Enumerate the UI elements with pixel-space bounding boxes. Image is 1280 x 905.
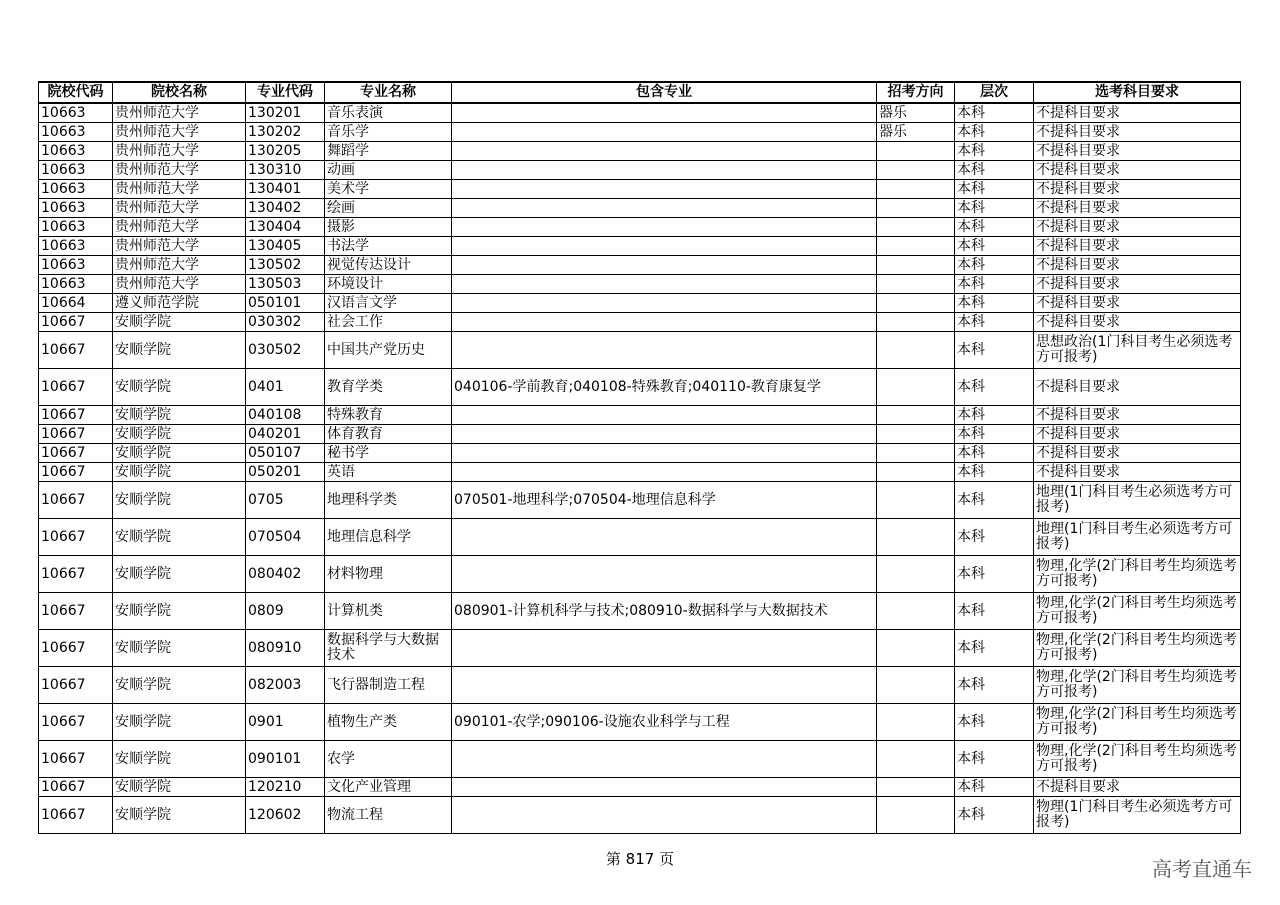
cell-included-majors xyxy=(452,275,877,294)
table-row xyxy=(39,630,1241,667)
cell-included-majors xyxy=(452,142,877,161)
cell-school-name: 贵州师范大学 xyxy=(113,237,246,256)
table-row xyxy=(39,161,1241,180)
cell-school-name: 安顺学院 xyxy=(113,444,246,463)
cell-subject-requirement: 物理,化学(2门科目考生均须选考方可报考) xyxy=(1034,630,1241,667)
cell-school-name: 安顺学院 xyxy=(113,313,246,332)
cell-school-code: 10664 xyxy=(39,294,113,313)
cell-school-name: 安顺学院 xyxy=(113,463,246,482)
cell-subject-requirement: 不提科目要求 xyxy=(1034,142,1241,161)
header-school-code: 院校代码 xyxy=(39,82,113,103)
table-row xyxy=(39,256,1241,275)
cell-level: 本科 xyxy=(955,256,1034,275)
cell-level: 本科 xyxy=(955,630,1034,667)
cell-subject-requirement: 不提科目要求 xyxy=(1034,180,1241,199)
cell-level: 本科 xyxy=(955,369,1034,406)
cell-included-majors: 070501-地理科学;070504-地理信息科学 xyxy=(452,482,877,519)
cell-school-name: 安顺学院 xyxy=(113,556,246,593)
cell-direction xyxy=(877,294,955,313)
cell-direction: 器乐 xyxy=(877,103,955,123)
cell-school-name: 贵州师范大学 xyxy=(113,199,246,218)
cell-major-code: 130402 xyxy=(246,199,325,218)
cell-subject-requirement: 地理(1门科目考生必须选考方可报考) xyxy=(1034,482,1241,519)
cell-major-name: 飞行器制造工程 xyxy=(325,667,452,704)
cell-school-name: 安顺学院 xyxy=(113,630,246,667)
cell-school-code: 10667 xyxy=(39,778,113,797)
cell-school-code: 10667 xyxy=(39,593,113,630)
cell-school-name: 安顺学院 xyxy=(113,482,246,519)
cell-major-code: 130201 xyxy=(246,103,325,123)
cell-level: 本科 xyxy=(955,103,1034,123)
cell-subject-requirement: 不提科目要求 xyxy=(1034,237,1241,256)
cell-subject-requirement: 不提科目要求 xyxy=(1034,294,1241,313)
header-major-code: 专业代码 xyxy=(246,82,325,103)
admission-table xyxy=(38,81,1241,834)
cell-direction xyxy=(877,142,955,161)
cell-major-name: 视觉传达设计 xyxy=(325,256,452,275)
cell-included-majors xyxy=(452,778,877,797)
cell-included-majors xyxy=(452,218,877,237)
cell-level: 本科 xyxy=(955,237,1034,256)
cell-subject-requirement: 不提科目要求 xyxy=(1034,313,1241,332)
cell-major-name: 绘画 xyxy=(325,199,452,218)
cell-major-code: 130404 xyxy=(246,218,325,237)
cell-major-code: 0809 xyxy=(246,593,325,630)
cell-level: 本科 xyxy=(955,313,1034,332)
cell-school-name: 安顺学院 xyxy=(113,667,246,704)
table-row xyxy=(39,332,1241,369)
cell-major-name: 环境设计 xyxy=(325,275,452,294)
cell-major-code: 130310 xyxy=(246,161,325,180)
cell-major-code: 070504 xyxy=(246,519,325,556)
cell-subject-requirement: 物理(1门科目考生必须选考方可报考) xyxy=(1034,797,1241,834)
cell-direction xyxy=(877,444,955,463)
cell-subject-requirement: 不提科目要求 xyxy=(1034,103,1241,123)
cell-subject-requirement: 思想政治(1门科目考生必须选考方可报考) xyxy=(1034,332,1241,369)
cell-major-name: 教育学类 xyxy=(325,369,452,406)
cell-included-majors: 040106-学前教育;040108-特殊教育;040110-教育康复学 xyxy=(452,369,877,406)
cell-included-majors xyxy=(452,123,877,142)
cell-direction xyxy=(877,406,955,425)
cell-subject-requirement: 不提科目要求 xyxy=(1034,778,1241,797)
cell-major-name: 音乐表演 xyxy=(325,103,452,123)
header-major-name: 专业名称 xyxy=(325,82,452,103)
cell-level: 本科 xyxy=(955,218,1034,237)
cell-major-code: 0901 xyxy=(246,704,325,741)
cell-direction xyxy=(877,199,955,218)
cell-level: 本科 xyxy=(955,797,1034,834)
table-row xyxy=(39,444,1241,463)
table-body xyxy=(39,103,1241,834)
cell-direction xyxy=(877,256,955,275)
cell-direction xyxy=(877,313,955,332)
cell-school-name: 安顺学院 xyxy=(113,797,246,834)
table-row xyxy=(39,103,1241,123)
page-number: 第 817 页 xyxy=(605,850,675,868)
cell-major-name: 特殊教育 xyxy=(325,406,452,425)
cell-school-code: 10663 xyxy=(39,180,113,199)
cell-major-code: 130401 xyxy=(246,180,325,199)
cell-major-name: 材料物理 xyxy=(325,556,452,593)
cell-level: 本科 xyxy=(955,704,1034,741)
cell-school-name: 贵州师范大学 xyxy=(113,103,246,123)
cell-major-code: 050101 xyxy=(246,294,325,313)
cell-included-majors xyxy=(452,103,877,123)
cell-major-code: 0705 xyxy=(246,482,325,519)
cell-subject-requirement: 不提科目要求 xyxy=(1034,256,1241,275)
table-row xyxy=(39,482,1241,519)
cell-school-name: 贵州师范大学 xyxy=(113,275,246,294)
cell-subject-requirement: 不提科目要求 xyxy=(1034,444,1241,463)
cell-direction xyxy=(877,180,955,199)
cell-level: 本科 xyxy=(955,180,1034,199)
table-row xyxy=(39,704,1241,741)
cell-level: 本科 xyxy=(955,275,1034,294)
cell-included-majors xyxy=(452,256,877,275)
header-direction: 招考方向 xyxy=(877,82,955,103)
table-row xyxy=(39,593,1241,630)
cell-direction xyxy=(877,519,955,556)
header-school-name: 院校名称 xyxy=(113,82,246,103)
cell-direction xyxy=(877,778,955,797)
cell-level: 本科 xyxy=(955,332,1034,369)
cell-school-code: 10663 xyxy=(39,103,113,123)
cell-school-code: 10667 xyxy=(39,406,113,425)
cell-level: 本科 xyxy=(955,199,1034,218)
table-row xyxy=(39,313,1241,332)
cell-major-code: 082003 xyxy=(246,667,325,704)
cell-included-majors: 090101-农学;090106-设施农业科学与工程 xyxy=(452,704,877,741)
cell-subject-requirement: 地理(1门科目考生必须选考方可报考) xyxy=(1034,519,1241,556)
cell-subject-requirement: 不提科目要求 xyxy=(1034,218,1241,237)
cell-major-code: 120602 xyxy=(246,797,325,834)
cell-major-name: 体育教育 xyxy=(325,425,452,444)
cell-direction xyxy=(877,797,955,834)
cell-school-code: 10667 xyxy=(39,425,113,444)
cell-direction xyxy=(877,275,955,294)
cell-level: 本科 xyxy=(955,593,1034,630)
cell-school-code: 10663 xyxy=(39,275,113,294)
cell-direction: 器乐 xyxy=(877,123,955,142)
cell-direction xyxy=(877,425,955,444)
cell-included-majors xyxy=(452,463,877,482)
cell-included-majors xyxy=(452,630,877,667)
cell-school-code: 10667 xyxy=(39,741,113,778)
cell-school-code: 10667 xyxy=(39,556,113,593)
cell-subject-requirement: 物理,化学(2门科目考生均须选考方可报考) xyxy=(1034,593,1241,630)
cell-major-name: 计算机类 xyxy=(325,593,452,630)
cell-subject-requirement: 物理,化学(2门科目考生均须选考方可报考) xyxy=(1034,556,1241,593)
table-row xyxy=(39,519,1241,556)
cell-subject-requirement: 物理,化学(2门科目考生均须选考方可报考) xyxy=(1034,667,1241,704)
header-level: 层次 xyxy=(955,82,1034,103)
table-row xyxy=(39,199,1241,218)
cell-major-code: 130503 xyxy=(246,275,325,294)
cell-level: 本科 xyxy=(955,667,1034,704)
table-row xyxy=(39,218,1241,237)
cell-school-code: 10667 xyxy=(39,482,113,519)
cell-level: 本科 xyxy=(955,463,1034,482)
cell-school-code: 10667 xyxy=(39,463,113,482)
cell-subject-requirement: 物理,化学(2门科目考生均须选考方可报考) xyxy=(1034,704,1241,741)
cell-included-majors xyxy=(452,667,877,704)
cell-major-code: 130205 xyxy=(246,142,325,161)
cell-school-code: 10667 xyxy=(39,667,113,704)
cell-major-code: 130502 xyxy=(246,256,325,275)
table-row xyxy=(39,406,1241,425)
cell-school-code: 10667 xyxy=(39,630,113,667)
table-row xyxy=(39,142,1241,161)
cell-major-name: 动画 xyxy=(325,161,452,180)
cell-subject-requirement: 不提科目要求 xyxy=(1034,161,1241,180)
cell-major-name: 农学 xyxy=(325,741,452,778)
cell-school-name: 遵义师范学院 xyxy=(113,294,246,313)
cell-direction xyxy=(877,332,955,369)
cell-school-code: 10667 xyxy=(39,369,113,406)
cell-level: 本科 xyxy=(955,741,1034,778)
cell-school-code: 10663 xyxy=(39,237,113,256)
cell-major-code: 090101 xyxy=(246,741,325,778)
cell-school-code: 10663 xyxy=(39,161,113,180)
cell-school-name: 安顺学院 xyxy=(113,741,246,778)
table-row xyxy=(39,778,1241,797)
cell-direction xyxy=(877,704,955,741)
cell-included-majors: 080901-计算机科学与技术;080910-数据科学与大数据技术 xyxy=(452,593,877,630)
cell-subject-requirement: 不提科目要求 xyxy=(1034,425,1241,444)
cell-major-code: 050107 xyxy=(246,444,325,463)
cell-included-majors xyxy=(452,425,877,444)
table-row xyxy=(39,180,1241,199)
cell-school-name: 安顺学院 xyxy=(113,406,246,425)
table-row xyxy=(39,667,1241,704)
cell-school-name: 贵州师范大学 xyxy=(113,161,246,180)
table-row xyxy=(39,275,1241,294)
cell-included-majors xyxy=(452,313,877,332)
cell-major-name: 植物生产类 xyxy=(325,704,452,741)
cell-school-name: 安顺学院 xyxy=(113,519,246,556)
cell-level: 本科 xyxy=(955,482,1034,519)
cell-school-code: 10667 xyxy=(39,444,113,463)
cell-major-code: 130202 xyxy=(246,123,325,142)
cell-major-name: 汉语言文学 xyxy=(325,294,452,313)
cell-school-name: 贵州师范大学 xyxy=(113,218,246,237)
cell-major-name: 音乐学 xyxy=(325,123,452,142)
cell-included-majors xyxy=(452,444,877,463)
header-included-majors: 包含专业 xyxy=(452,82,877,103)
cell-subject-requirement: 不提科目要求 xyxy=(1034,463,1241,482)
cell-school-code: 10663 xyxy=(39,256,113,275)
cell-school-code: 10667 xyxy=(39,313,113,332)
cell-direction xyxy=(877,463,955,482)
table-row xyxy=(39,123,1241,142)
cell-major-name: 秘书学 xyxy=(325,444,452,463)
cell-included-majors xyxy=(452,294,877,313)
table-row xyxy=(39,556,1241,593)
cell-school-name: 安顺学院 xyxy=(113,425,246,444)
cell-major-name: 舞蹈学 xyxy=(325,142,452,161)
cell-school-code: 10663 xyxy=(39,123,113,142)
cell-level: 本科 xyxy=(955,556,1034,593)
cell-school-code: 10667 xyxy=(39,704,113,741)
cell-major-name: 美术学 xyxy=(325,180,452,199)
cell-direction xyxy=(877,741,955,778)
cell-included-majors xyxy=(452,161,877,180)
cell-direction xyxy=(877,667,955,704)
cell-school-name: 贵州师范大学 xyxy=(113,142,246,161)
cell-major-code: 040108 xyxy=(246,406,325,425)
cell-included-majors xyxy=(452,406,877,425)
cell-included-majors xyxy=(452,332,877,369)
cell-subject-requirement: 物理,化学(2门科目考生均须选考方可报考) xyxy=(1034,741,1241,778)
cell-major-name: 书法学 xyxy=(325,237,452,256)
cell-major-name: 物流工程 xyxy=(325,797,452,834)
cell-school-code: 10663 xyxy=(39,142,113,161)
cell-subject-requirement: 不提科目要求 xyxy=(1034,406,1241,425)
cell-school-name: 安顺学院 xyxy=(113,704,246,741)
cell-included-majors xyxy=(452,199,877,218)
cell-level: 本科 xyxy=(955,161,1034,180)
cell-subject-requirement: 不提科目要求 xyxy=(1034,275,1241,294)
cell-included-majors xyxy=(452,237,877,256)
cell-major-code: 080402 xyxy=(246,556,325,593)
cell-school-name: 贵州师范大学 xyxy=(113,180,246,199)
cell-major-name: 地理信息科学 xyxy=(325,519,452,556)
cell-direction xyxy=(877,237,955,256)
cell-school-name: 贵州师范大学 xyxy=(113,123,246,142)
cell-school-code: 10663 xyxy=(39,199,113,218)
table-row xyxy=(39,425,1241,444)
cell-major-code: 030302 xyxy=(246,313,325,332)
cell-included-majors xyxy=(452,556,877,593)
cell-included-majors xyxy=(452,180,877,199)
table-row xyxy=(39,237,1241,256)
cell-school-name: 安顺学院 xyxy=(113,332,246,369)
header-subject-requirement: 选考科目要求 xyxy=(1034,82,1241,103)
cell-major-code: 0401 xyxy=(246,369,325,406)
cell-school-code: 10663 xyxy=(39,218,113,237)
cell-major-code: 120210 xyxy=(246,778,325,797)
table-header-row xyxy=(39,82,1241,103)
table-row xyxy=(39,463,1241,482)
table-row xyxy=(39,369,1241,406)
cell-major-code: 040201 xyxy=(246,425,325,444)
cell-direction xyxy=(877,593,955,630)
cell-subject-requirement: 不提科目要求 xyxy=(1034,369,1241,406)
cell-subject-requirement: 不提科目要求 xyxy=(1034,199,1241,218)
cell-level: 本科 xyxy=(955,425,1034,444)
cell-direction xyxy=(877,482,955,519)
table-row xyxy=(39,797,1241,834)
cell-school-code: 10667 xyxy=(39,332,113,369)
cell-level: 本科 xyxy=(955,294,1034,313)
cell-major-name: 摄影 xyxy=(325,218,452,237)
cell-school-name: 安顺学院 xyxy=(113,369,246,406)
cell-level: 本科 xyxy=(955,519,1034,556)
cell-major-code: 080910 xyxy=(246,630,325,667)
cell-included-majors xyxy=(452,519,877,556)
cell-school-code: 10667 xyxy=(39,797,113,834)
cell-subject-requirement: 不提科目要求 xyxy=(1034,123,1241,142)
cell-level: 本科 xyxy=(955,778,1034,797)
cell-direction xyxy=(877,218,955,237)
cell-major-code: 030502 xyxy=(246,332,325,369)
cell-school-name: 安顺学院 xyxy=(113,778,246,797)
cell-included-majors xyxy=(452,797,877,834)
cell-major-name: 中国共产党历史 xyxy=(325,332,452,369)
cell-major-name: 数据科学与大数据技术 xyxy=(325,630,452,667)
cell-major-name: 社会工作 xyxy=(325,313,452,332)
cell-major-code: 130405 xyxy=(246,237,325,256)
cell-major-name: 地理科学类 xyxy=(325,482,452,519)
cell-level: 本科 xyxy=(955,142,1034,161)
cell-included-majors xyxy=(452,741,877,778)
cell-level: 本科 xyxy=(955,444,1034,463)
watermark-logo: 高考直通车 xyxy=(1152,857,1252,881)
cell-level: 本科 xyxy=(955,123,1034,142)
cell-major-name: 文化产业管理 xyxy=(325,778,452,797)
cell-major-name: 英语 xyxy=(325,463,452,482)
cell-direction xyxy=(877,369,955,406)
table-row xyxy=(39,294,1241,313)
cell-major-code: 050201 xyxy=(246,463,325,482)
cell-direction xyxy=(877,161,955,180)
table-row xyxy=(39,741,1241,778)
cell-level: 本科 xyxy=(955,406,1034,425)
cell-direction xyxy=(877,556,955,593)
cell-school-name: 贵州师范大学 xyxy=(113,256,246,275)
cell-school-name: 安顺学院 xyxy=(113,593,246,630)
cell-school-code: 10667 xyxy=(39,519,113,556)
cell-direction xyxy=(877,630,955,667)
